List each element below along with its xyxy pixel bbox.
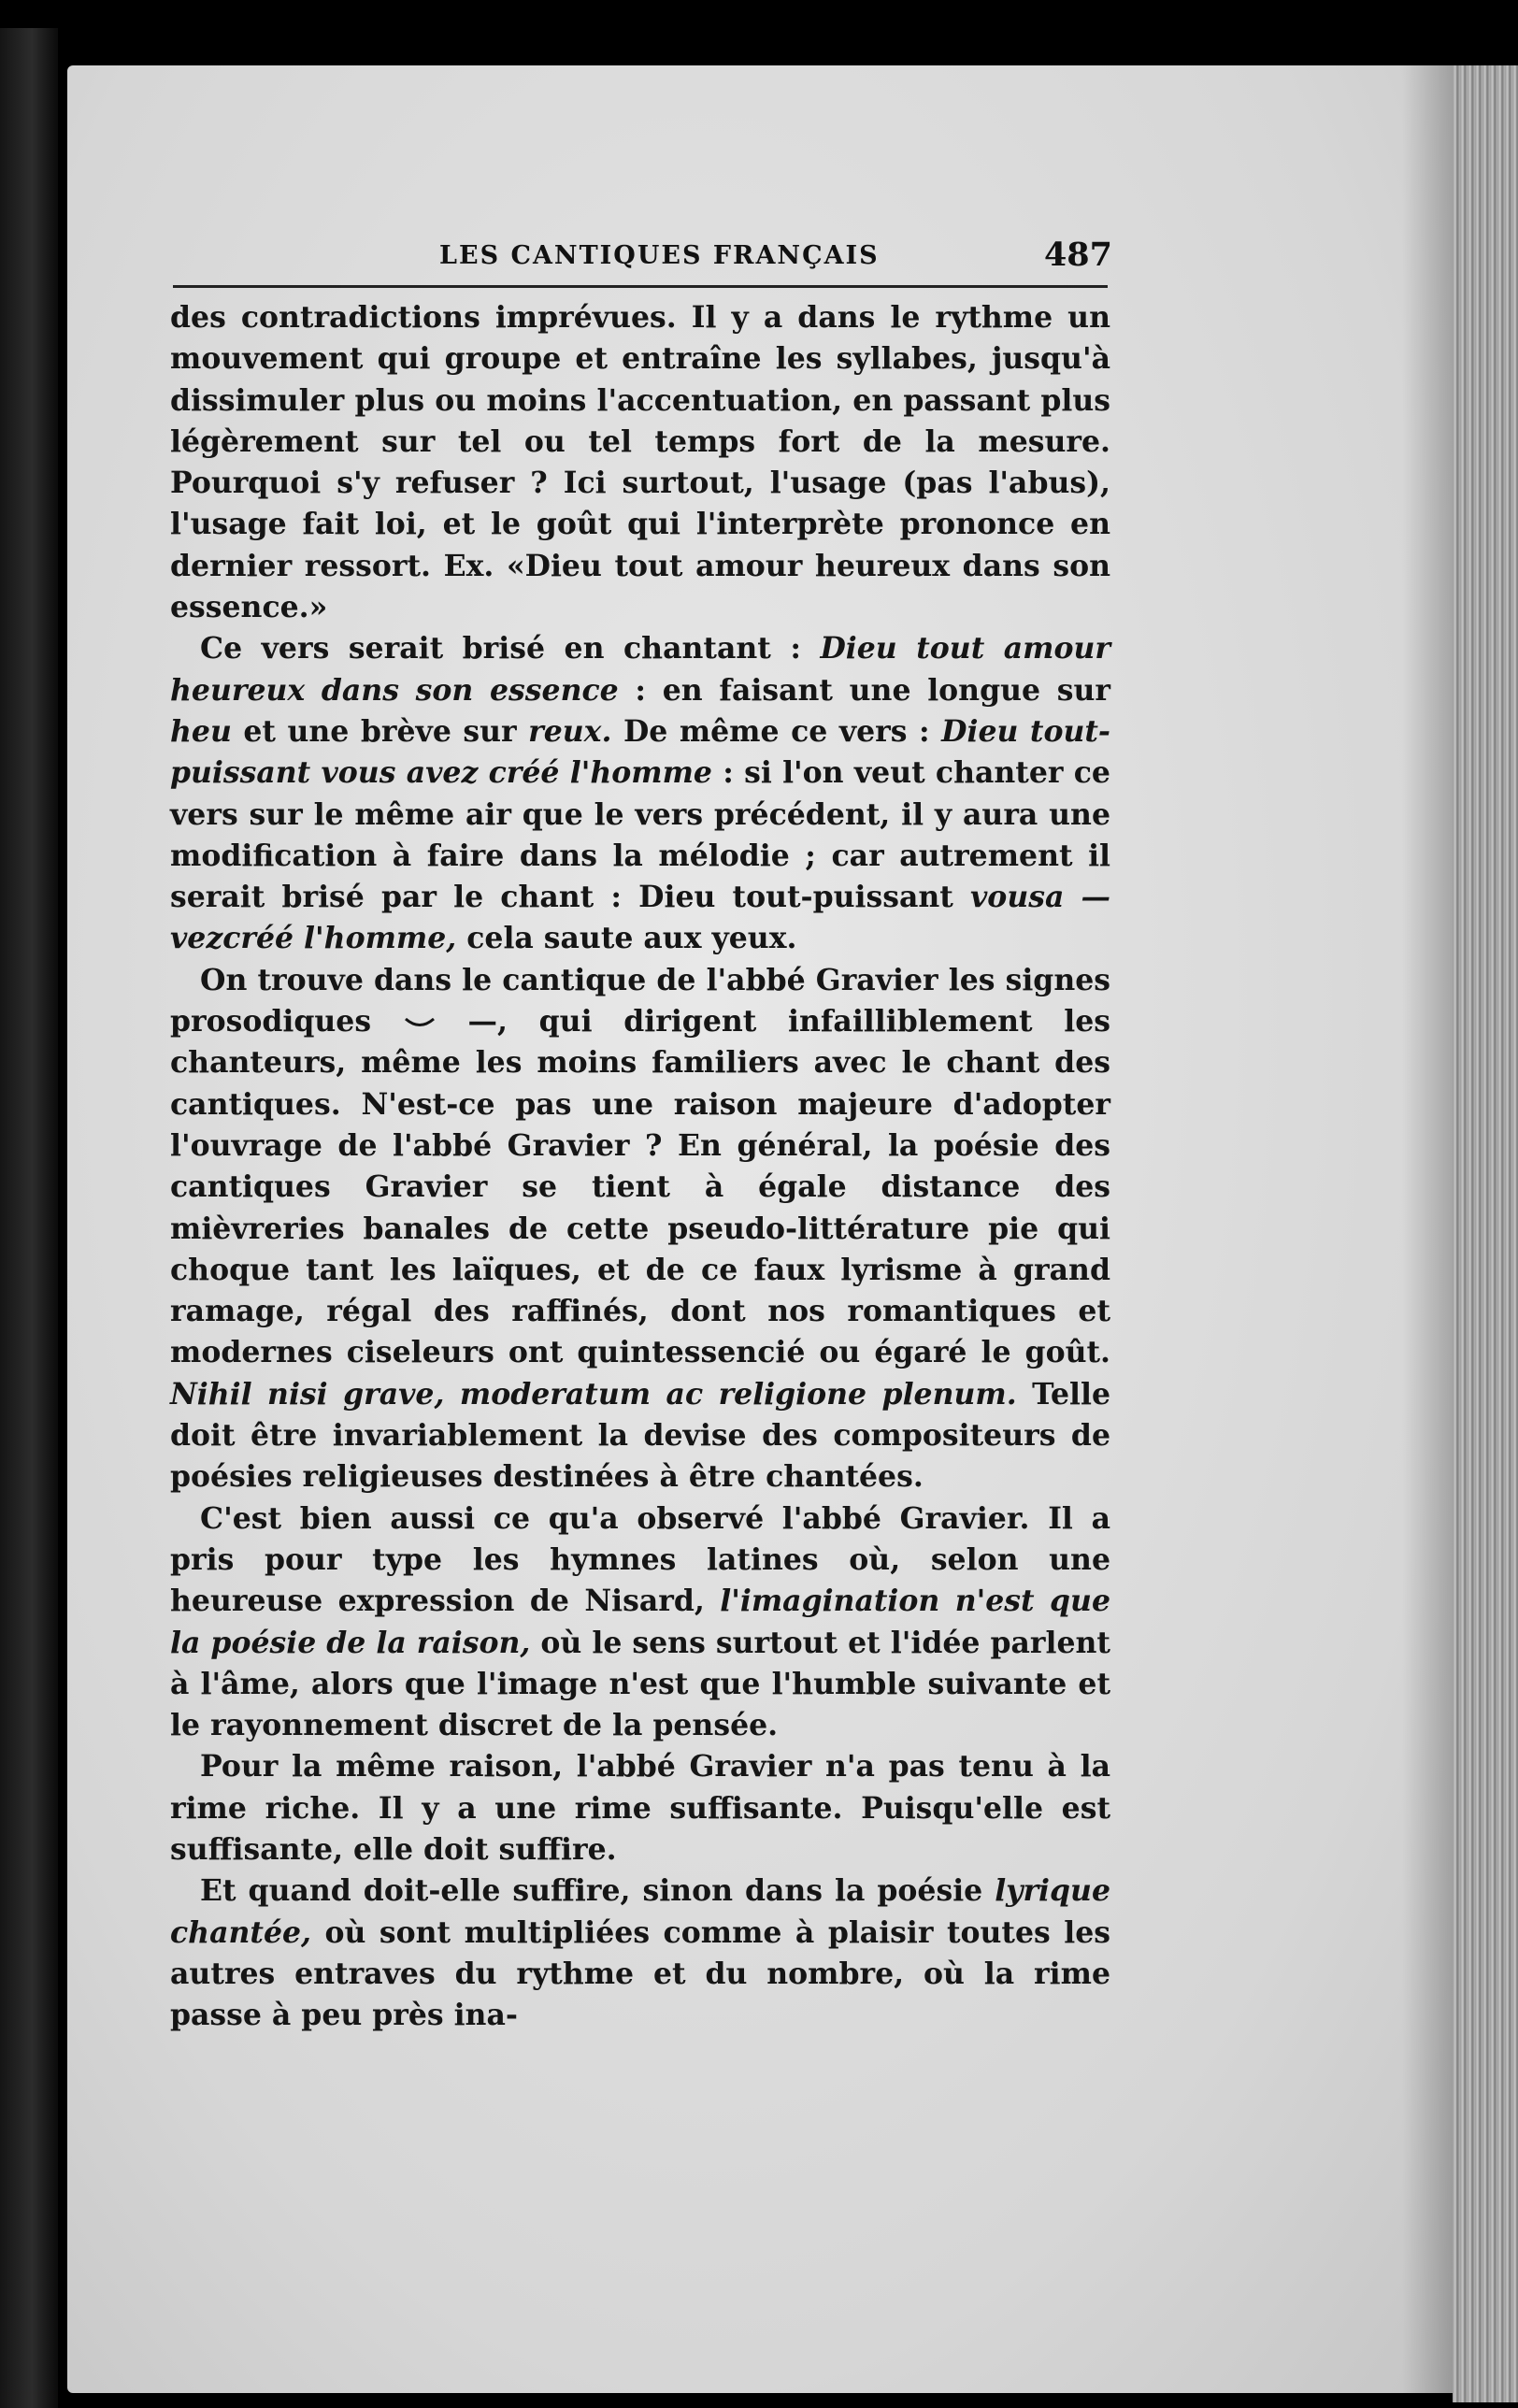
text-run: : si l'on veut chanter ce vers sur le même air que le vers précédent, il y aura une modification à faire dans la mélodie ; car autrement il serait brisé par le chant : Dieu tout-puissant bbox=[170, 755, 1110, 915]
paragraph bbox=[170, 1746, 1110, 1870]
italic-text: Dieu tout amour heureux dans son essence bbox=[170, 631, 1111, 708]
paragraph bbox=[170, 1498, 1110, 1747]
text-run: où le sens surtout et l'idée parlent à l'âme, alors que l'image n'est que l'humble suivante et le rayonnement discret de la pensée. bbox=[170, 1625, 1110, 1743]
page-curve-shadow bbox=[1402, 65, 1458, 2402]
paragraph bbox=[170, 960, 1110, 1498]
paragraph bbox=[170, 628, 1110, 959]
text-run: C'est bien aussi ce qu'a observé l'abbé Gravier. Il a pris pour type les hymnes latines où, selon une heureuse expression de Nisard, bbox=[170, 1500, 1110, 1619]
italic-text: lyrique chantée, bbox=[170, 1873, 1110, 1950]
italic-text: heu bbox=[170, 713, 232, 749]
italic-text: reux. bbox=[528, 713, 612, 749]
italic-text: Nihil nisi grave, moderatum ac religione plenum. bbox=[170, 1376, 1017, 1412]
paragraph bbox=[170, 1870, 1110, 2036]
text-run: De même ce vers : bbox=[611, 713, 942, 749]
page-header bbox=[168, 234, 1112, 280]
body-text bbox=[170, 297, 1110, 2036]
italic-text: vousa — vezcréé l'homme, bbox=[170, 880, 1111, 956]
text-run: —, qui dirigent infailliblement les chanteurs, même les moins familiers avec le chant des cantiques. N'est-ce pas une raison majeure d'adopter l'ouvrage de l'abbé Gravier ? En général, la poésie des cantiques Gravier se tient à égale distance des mièvreries banales de cette pseudo-littérature pie qui choque tant les laïques, et de ce faux lyrisme à grand ramage, régal des raffinés, dont nos romantiques et modernes ciseleurs ont quintessencié ou égaré le goût. bbox=[170, 1004, 1110, 1370]
text-run: Ce vers serait brisé en chantant : bbox=[200, 631, 821, 666]
page-edges-stack bbox=[1453, 65, 1518, 2402]
page-number: 487 bbox=[1043, 236, 1112, 274]
italic-text: Dieu tout-puissant vous avez créé l'homme bbox=[170, 713, 1110, 791]
running-head: LES CANTIQUES FRANÇAIS bbox=[439, 241, 880, 270]
text-run: Telle doit être invariablement la devise des compositeurs de poésies religieuses destinées à être chantées. bbox=[170, 1376, 1110, 1495]
text-run: : en faisant une longue sur bbox=[618, 672, 1110, 708]
breve-sign-icon bbox=[403, 1016, 437, 1031]
text-run: et une brève sur bbox=[231, 713, 529, 749]
text-run: où sont multipliées comme à plaisir toutes les autres entraves du rythme et du nombre, où la rime passe à peu près ina- bbox=[170, 1914, 1110, 2033]
text-run: Et quand doit-elle suffire, sinon dans la poésie bbox=[200, 1873, 995, 1909]
italic-text: l'imagination n'est que la poésie de la raison, bbox=[170, 1584, 1110, 1660]
header-rule bbox=[173, 285, 1108, 288]
text-run: Pour la même raison, l'abbé Gravier n'a pas tenu à la rime riche. Il y a une rime suffisante. Puisqu'elle est suffisante, elle doit suffire. bbox=[170, 1749, 1110, 1867]
text-run: des contradictions imprévues. Il y a dans le rythme un mouvement qui groupe et entraîne les syllabes, jusqu'à dissimuler plus ou moins l'accentuation, en passant plus légèrement sur tel ou tel temps fort de la mesure. Pourquoi s'y refuser ? Ici surtout, l'usage (pas l'abus), l'usage fait loi, et le goût qui l'interprète prononce en dernier ressort. Ex. «Dieu tout amour heureux dans son essence.» bbox=[170, 300, 1110, 625]
text-run: cela saute aux yeux. bbox=[456, 921, 797, 956]
paragraph bbox=[170, 297, 1110, 628]
book-gutter-left bbox=[0, 28, 58, 2408]
text-run: On trouve dans le cantique de l'abbé Gravier les signes prosodiques bbox=[170, 962, 1110, 1039]
